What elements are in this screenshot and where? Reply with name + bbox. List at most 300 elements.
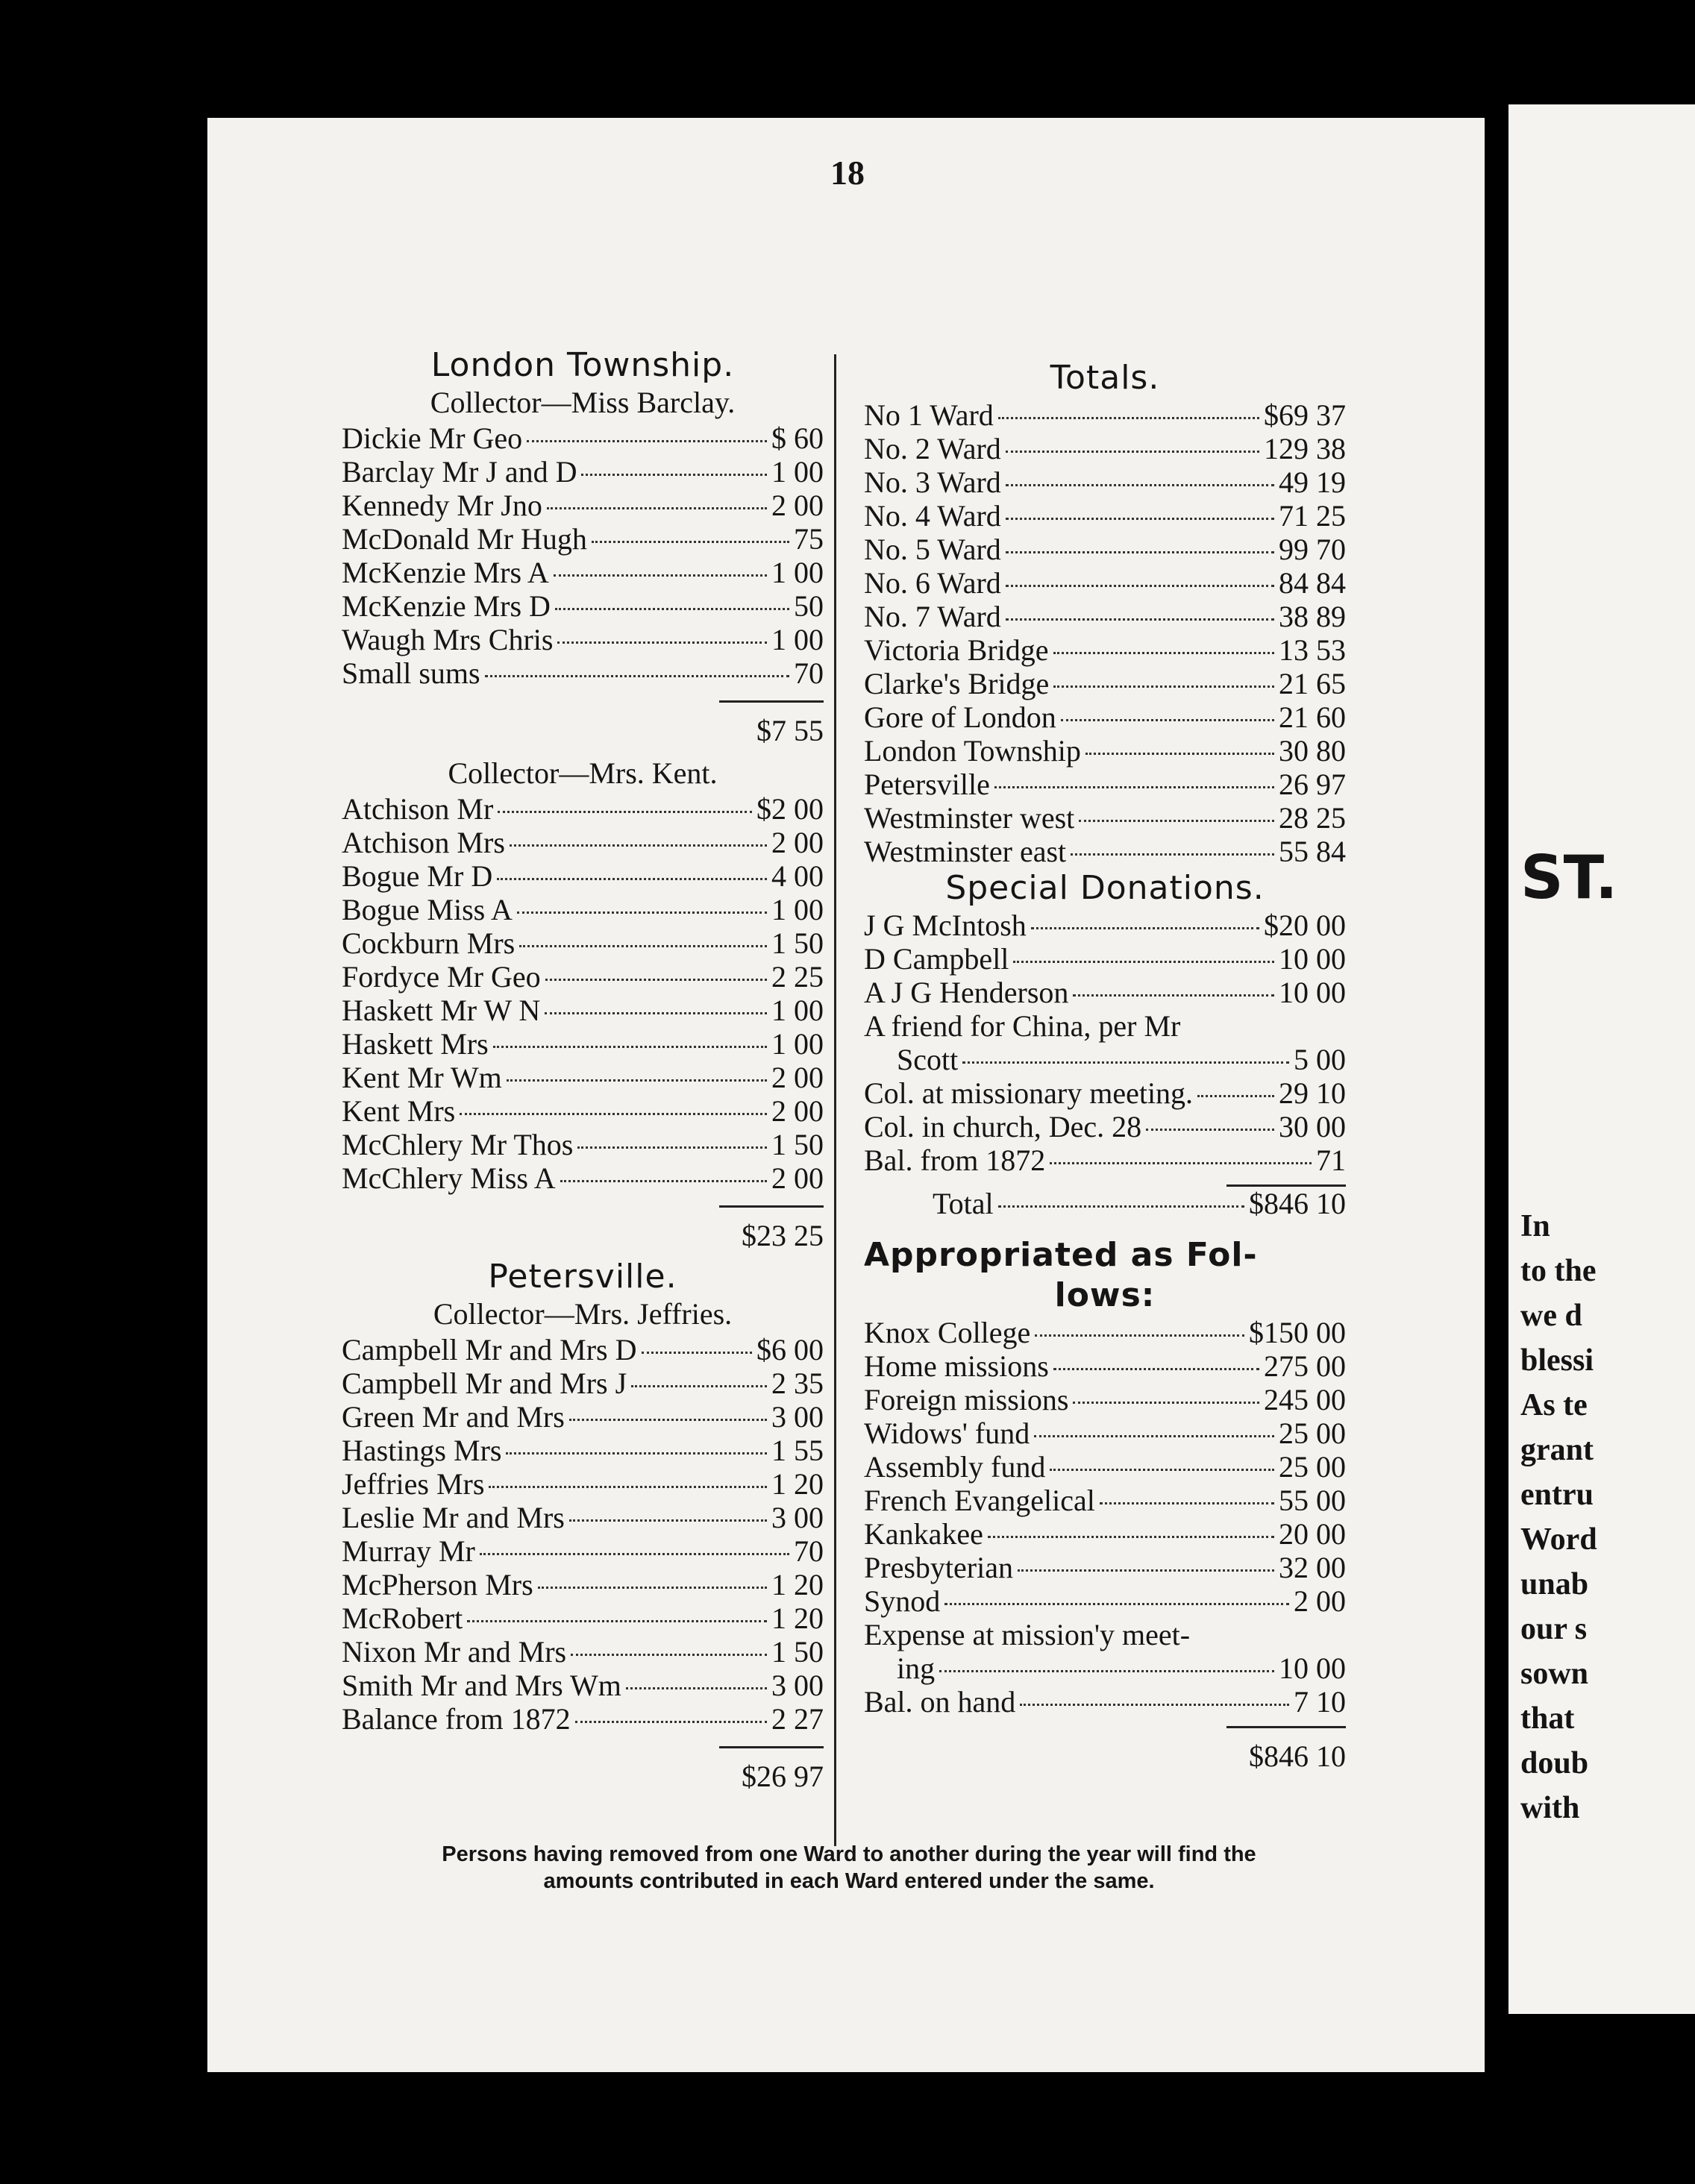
- ledger-row: [342, 1400, 824, 1434]
- book-spine: [1485, 112, 1508, 2081]
- dot-leader: [1073, 994, 1274, 997]
- dot-leader: [497, 878, 767, 880]
- entry-amount: 99 70: [1279, 533, 1346, 566]
- entry-amount: $20 00: [1264, 909, 1346, 942]
- entry-amount: 10 00: [1279, 976, 1346, 1009]
- ledger-row: [864, 1110, 1346, 1143]
- entry-name: Foreign missions: [864, 1383, 1069, 1416]
- dot-leader: [1013, 961, 1274, 963]
- dot-leader: [460, 1113, 767, 1115]
- dot-leader: [944, 1603, 1289, 1605]
- ledger-row-continued: [864, 1651, 1346, 1685]
- grand-total-row: [864, 1187, 1346, 1228]
- dot-leader: [498, 811, 752, 813]
- total-label: Total: [933, 1187, 994, 1220]
- dot-leader: [1006, 451, 1259, 453]
- footnote-line-1: Persons having removed from one Ward to another during the year will find the: [442, 1842, 1256, 1866]
- entry-amount: 29 10: [1279, 1076, 1346, 1110]
- entry-name: Victoria Bridge: [864, 633, 1049, 667]
- right-column: [864, 358, 1346, 1773]
- entry-amount: 1 00: [771, 893, 824, 926]
- dot-leader: [1085, 753, 1274, 755]
- entry-amount: 2 35: [771, 1366, 824, 1400]
- entry-name: Petersville: [864, 768, 990, 801]
- entry-name: Leslie Mr and Mrs: [342, 1501, 565, 1534]
- dot-leader: [493, 1046, 767, 1048]
- ledger-row: [864, 667, 1346, 700]
- entry-name: Green Mr and Mrs: [342, 1400, 565, 1434]
- ledger-row: [342, 1366, 824, 1400]
- entry-amount: 1 00: [771, 623, 824, 656]
- ledger-row: [864, 734, 1346, 768]
- dot-leader: [519, 945, 767, 947]
- dot-leader: [545, 979, 767, 981]
- ledger-row: [342, 1434, 824, 1467]
- entry-amount: 245 00: [1264, 1383, 1346, 1416]
- facing-page-line: unab: [1520, 1567, 1589, 1601]
- dot-leader: [560, 1180, 767, 1182]
- entry-name: London Township: [864, 734, 1081, 768]
- entry-name: Atchison Mr: [342, 792, 494, 826]
- dot-leader: [1053, 1368, 1259, 1370]
- entry-name: Kankakee: [864, 1517, 983, 1551]
- section-title: London Township.: [430, 346, 735, 384]
- ledger-row: [864, 1143, 1346, 1177]
- entry-amount: $150 00: [1249, 1316, 1346, 1349]
- ledger-row: [864, 398, 1346, 432]
- facing-page-line: we d: [1520, 1299, 1582, 1333]
- ledger-row-continued: [864, 1043, 1346, 1076]
- entry-name: McKenzie Mrs A: [342, 556, 549, 589]
- dot-leader: [480, 1553, 789, 1555]
- dot-leader: [485, 675, 789, 677]
- entry-amount: 75: [794, 522, 824, 556]
- facing-page-line: grant: [1520, 1433, 1594, 1467]
- dot-leader: [1061, 719, 1274, 721]
- entry-name: A friend for China, per Mr: [864, 1009, 1181, 1043]
- total-amount: $846 10: [1249, 1739, 1346, 1773]
- ledger-row: [864, 1076, 1346, 1110]
- entry-name: McChlery Miss A: [342, 1161, 556, 1195]
- total-amount: $23 25: [742, 1219, 824, 1252]
- dot-leader: [998, 417, 1259, 419]
- ledger-row: [864, 909, 1346, 942]
- ledger-row: [864, 633, 1346, 667]
- dot-leader: [581, 474, 767, 476]
- entry-amount: 2 00: [771, 489, 824, 522]
- dot-leader: [506, 1452, 767, 1455]
- ledger-row: [342, 1669, 824, 1702]
- ledger-row: [342, 1534, 824, 1568]
- facing-page-line: doub: [1520, 1746, 1589, 1780]
- entry-name: Bogue Miss A: [342, 893, 513, 926]
- entry-name: Synod: [864, 1584, 941, 1618]
- dot-leader: [467, 1620, 767, 1622]
- ledger-row: [864, 1584, 1346, 1618]
- entry-amount: 70: [794, 656, 824, 690]
- entry-amount: 1 00: [771, 1027, 824, 1061]
- entry-amount: 129 38: [1264, 432, 1346, 465]
- entry-amount: 2 00: [771, 1161, 824, 1195]
- entry-name: Haskett Mrs: [342, 1027, 489, 1061]
- dot-leader: [1006, 484, 1274, 486]
- entry-amount: 4 00: [771, 859, 824, 893]
- ledger-row: [342, 1061, 824, 1094]
- dot-leader: [545, 1012, 767, 1014]
- dot-leader: [538, 1587, 767, 1589]
- entry-name: No. 4 Ward: [864, 499, 1001, 533]
- special-donations-title: Special Donations.: [945, 869, 1265, 907]
- entry-amount: 275 00: [1264, 1349, 1346, 1383]
- entry-name: Westminster west: [864, 801, 1075, 835]
- ledger-row: [342, 1333, 824, 1366]
- entry-amount: 2 00: [771, 1061, 824, 1094]
- page-number: 18: [830, 154, 865, 192]
- ledger-row: [864, 1416, 1346, 1450]
- entry-amount: 2 00: [771, 826, 824, 859]
- ledger-row: [864, 1383, 1346, 1416]
- entry-amount: 3 00: [771, 1501, 824, 1534]
- entry-name: Hastings Mrs: [342, 1434, 502, 1467]
- entry-name: Westminster east: [864, 835, 1067, 868]
- section-total: [342, 1748, 824, 1793]
- entry-amount: 20 00: [1279, 1517, 1346, 1551]
- entry-amount: $ 60: [771, 421, 824, 455]
- ledger-row: [864, 432, 1346, 465]
- ledger-row: [864, 1316, 1346, 1349]
- ledger-row: [342, 826, 824, 859]
- entry-amount: 84 84: [1279, 566, 1346, 600]
- entry-amount: 1 00: [771, 556, 824, 589]
- facing-page-line: As te: [1520, 1388, 1588, 1422]
- dot-leader: [577, 1146, 767, 1149]
- entry-name: Waugh Mrs Chris: [342, 623, 554, 656]
- entry-name: French Evangelical: [864, 1484, 1095, 1517]
- entry-name: Dickie Mr Geo: [342, 421, 523, 455]
- entry-amount: 30 80: [1279, 734, 1346, 768]
- entry-name: A J G Henderson: [864, 976, 1069, 1009]
- entry-name: D Campbell: [864, 942, 1009, 976]
- entry-name: Balance from 1872: [342, 1702, 571, 1736]
- ledger-row: [342, 421, 824, 455]
- dot-leader: [489, 1486, 767, 1488]
- footnote: [327, 1841, 1371, 1895]
- entry-amount: 2 00: [1294, 1584, 1346, 1618]
- entry-name: Gore of London: [864, 700, 1056, 734]
- entry-name: Col. at missionary meeting.: [864, 1076, 1194, 1110]
- dot-leader: [1073, 1402, 1259, 1404]
- entry-amount: 3 00: [771, 1400, 824, 1434]
- entry-name: No. 3 Ward: [864, 465, 1001, 499]
- entry-amount: 13 53: [1279, 633, 1346, 667]
- entry-amount: 70: [794, 1534, 824, 1568]
- entry-name: Kennedy Mr Jno: [342, 489, 542, 522]
- dot-leader: [1050, 1469, 1274, 1471]
- entry-amount: 1 00: [771, 455, 824, 489]
- entry-amount: 2 00: [771, 1094, 824, 1128]
- entry-amount: 25 00: [1279, 1450, 1346, 1484]
- ledger-row: [342, 1027, 824, 1061]
- ledger-row: [342, 623, 824, 656]
- entry-name: Scott: [897, 1043, 959, 1076]
- entry-amount: 50: [794, 589, 824, 623]
- ledger-row: [342, 792, 824, 826]
- section-total: [342, 703, 824, 747]
- dot-leader: [1079, 820, 1274, 822]
- entry-amount: 71: [1316, 1143, 1346, 1177]
- ledger-row: [342, 1501, 824, 1534]
- ledger-row: [342, 1467, 824, 1501]
- dot-leader: [1071, 853, 1274, 856]
- entry-name: Kent Mrs: [342, 1094, 456, 1128]
- entry-amount: 21 60: [1279, 700, 1346, 734]
- ledger-row: [864, 700, 1346, 734]
- appropriated-title-cont: lows:: [1054, 1276, 1156, 1314]
- entry-amount: 55 84: [1279, 835, 1346, 868]
- entry-name: No. 6 Ward: [864, 566, 1001, 600]
- collector-line: Collector—Mrs. Kent.: [448, 756, 718, 790]
- facing-page-line: our s: [1520, 1612, 1588, 1646]
- dot-leader: [592, 541, 789, 543]
- entry-name: Campbell Mr and Mrs J: [342, 1366, 627, 1400]
- dot-leader: [1100, 1502, 1274, 1504]
- entry-amount: 1 00: [771, 994, 824, 1027]
- dot-leader: [1018, 1569, 1274, 1572]
- ledger-row: [864, 1618, 1346, 1651]
- dot-leader: [1197, 1095, 1274, 1097]
- entry-name: Knox College: [864, 1316, 1031, 1349]
- facing-page-line: entru: [1520, 1478, 1594, 1512]
- left-column: [342, 345, 824, 1793]
- entry-name: No. 5 Ward: [864, 533, 1001, 566]
- entry-name: Campbell Mr and Mrs D: [342, 1333, 637, 1366]
- dot-leader: [575, 1721, 767, 1723]
- facing-page-line: In: [1520, 1209, 1550, 1243]
- dot-leader: [962, 1061, 1289, 1064]
- entry-amount: 1 50: [771, 1128, 824, 1161]
- dot-leader: [1035, 1334, 1244, 1337]
- dot-leader: [998, 1205, 1244, 1208]
- entry-amount: 1 20: [771, 1568, 824, 1601]
- ledger-row: [342, 960, 824, 994]
- ledger-row: [864, 768, 1346, 801]
- total-amount: $7 55: [756, 714, 824, 747]
- ledger-row: [342, 522, 824, 556]
- facing-page-line: blessi: [1520, 1343, 1594, 1378]
- dot-leader: [569, 1519, 767, 1522]
- entry-amount: 38 89: [1279, 600, 1346, 633]
- total-amount: $26 97: [742, 1760, 824, 1793]
- entry-name: Home missions: [864, 1349, 1049, 1383]
- entry-name: Expense at mission'y meet-: [864, 1618, 1191, 1651]
- entry-amount: 2 27: [771, 1702, 824, 1736]
- ledger-row: [342, 1568, 824, 1601]
- dot-leader: [1031, 927, 1259, 929]
- entry-name: Clarke's Bridge: [864, 667, 1050, 700]
- entry-amount: 26 97: [1279, 768, 1346, 801]
- entry-name: Bal. from 1872: [864, 1143, 1046, 1177]
- entry-amount: 25 00: [1279, 1416, 1346, 1450]
- facing-page-heading: ST.: [1520, 843, 1618, 912]
- entry-amount: 3 00: [771, 1669, 824, 1702]
- ledger-row: [342, 1702, 824, 1736]
- entry-name: Widows' fund: [864, 1416, 1030, 1450]
- ledger-row: [342, 589, 824, 623]
- entry-amount: 28 25: [1279, 801, 1346, 835]
- ledger-row: [864, 566, 1346, 600]
- facing-page-line: that: [1520, 1701, 1575, 1736]
- facing-page-line: Word: [1520, 1522, 1597, 1557]
- ledger-row: [342, 926, 824, 960]
- entry-name: Smith Mr and Mrs Wm: [342, 1669, 621, 1702]
- ledger-row: [342, 893, 824, 926]
- dot-leader: [626, 1687, 767, 1689]
- entry-name: Haskett Mr W N: [342, 994, 541, 1027]
- facing-page-line: with: [1520, 1791, 1580, 1825]
- entry-name: Assembly fund: [864, 1450, 1046, 1484]
- entry-amount: 10 00: [1279, 1651, 1346, 1685]
- dot-leader: [1006, 518, 1274, 520]
- totals-title: Totals.: [1050, 359, 1160, 397]
- entry-name: McDonald Mr Hugh: [342, 522, 587, 556]
- entry-name: Barclay Mr J and D: [342, 455, 577, 489]
- dot-leader: [988, 1536, 1274, 1538]
- ledger-row: [342, 656, 824, 690]
- dot-leader: [547, 507, 767, 509]
- facing-page-line: sown: [1520, 1657, 1589, 1691]
- ledger-row: [342, 859, 824, 893]
- entry-name: ing: [897, 1651, 936, 1685]
- dot-leader: [527, 440, 767, 442]
- entry-amount: 1 55: [771, 1434, 824, 1467]
- entry-name: Murray Mr: [342, 1534, 475, 1568]
- entry-amount: 49 19: [1279, 465, 1346, 499]
- ledger-row: [864, 942, 1346, 976]
- entry-name: McPherson Mrs: [342, 1568, 533, 1601]
- ledger-row: [342, 1128, 824, 1161]
- ledger-row: [864, 1349, 1346, 1383]
- footnote-line-2: amounts contributed in each Ward entered under the same.: [543, 1869, 1155, 1893]
- entry-name: Bal. on hand: [864, 1685, 1016, 1719]
- dot-leader: [939, 1670, 1274, 1672]
- entry-amount: 30 00: [1279, 1110, 1346, 1143]
- entry-name: McKenzie Mrs D: [342, 589, 551, 623]
- entry-name: Nixon Mr and Mrs: [342, 1635, 567, 1669]
- entry-name: Small sums: [342, 656, 480, 690]
- ledger-row: [864, 835, 1346, 868]
- entry-name: J G McIntosh: [864, 909, 1027, 942]
- ledger-row: [864, 976, 1346, 1009]
- entry-amount: 1 20: [771, 1601, 824, 1635]
- entry-name: Bogue Mr D: [342, 859, 493, 893]
- ledger-row: [864, 801, 1346, 835]
- dot-leader: [1006, 585, 1274, 587]
- entry-name: Fordyce Mr Geo: [342, 960, 541, 994]
- ledger-row: [864, 1009, 1346, 1043]
- dot-leader: [1006, 551, 1274, 553]
- ledger-row: [864, 1484, 1346, 1517]
- dot-leader: [510, 844, 767, 847]
- entry-amount: 1 50: [771, 1635, 824, 1669]
- dot-leader: [517, 911, 767, 914]
- ledger-row: [342, 489, 824, 522]
- entry-amount: 2 25: [771, 960, 824, 994]
- dot-leader: [1053, 685, 1274, 688]
- column-divider: [834, 354, 836, 1846]
- dot-leader: [1006, 618, 1274, 621]
- entry-amount: 21 65: [1279, 667, 1346, 700]
- entry-name: No. 2 Ward: [864, 432, 1001, 465]
- entry-name: McRobert: [342, 1601, 463, 1635]
- dot-leader: [631, 1385, 767, 1387]
- ledger-row: [342, 1601, 824, 1635]
- ledger-row: [864, 1685, 1346, 1719]
- entry-name: Atchison Mrs: [342, 826, 505, 859]
- dot-leader: [571, 1654, 767, 1656]
- ledger-row: [864, 499, 1346, 533]
- entry-name: Jeffries Mrs: [342, 1467, 485, 1501]
- ledger-row: [342, 1161, 824, 1195]
- collector-line: Collector—Miss Barclay.: [430, 386, 736, 419]
- dot-leader: [1034, 1435, 1274, 1437]
- ledger-row: [342, 556, 824, 589]
- entry-amount: $6 00: [756, 1333, 824, 1366]
- dot-leader: [507, 1079, 767, 1082]
- entry-name: Kent Mr Wm: [342, 1061, 502, 1094]
- dot-leader: [1050, 1162, 1312, 1164]
- entry-amount: 32 00: [1279, 1551, 1346, 1584]
- entry-name: Col. in church, Dec. 28: [864, 1110, 1142, 1143]
- ledger-row: [342, 1635, 824, 1669]
- dot-leader: [1146, 1129, 1274, 1131]
- entry-amount: 7 10: [1294, 1685, 1346, 1719]
- section-title: Petersville.: [488, 1258, 677, 1296]
- dot-leader: [557, 641, 767, 644]
- ledger-row: [864, 465, 1346, 499]
- entry-amount: $2 00: [756, 792, 824, 826]
- total-amount: $846 10: [1249, 1187, 1346, 1220]
- dot-leader: [555, 608, 789, 610]
- entry-amount: 5 00: [1294, 1043, 1346, 1076]
- entry-amount: 1 50: [771, 926, 824, 960]
- entry-name: No 1 Ward: [864, 398, 994, 432]
- dot-leader: [1020, 1704, 1289, 1706]
- dot-leader: [554, 574, 767, 577]
- ledger-row: [342, 1094, 824, 1128]
- ledger-row: [342, 994, 824, 1027]
- dot-leader: [642, 1352, 752, 1354]
- section-total: [342, 1208, 824, 1252]
- ledger-row: [864, 533, 1346, 566]
- ledger-row: [864, 1517, 1346, 1551]
- dot-leader: [569, 1419, 767, 1421]
- ledger-row: [864, 600, 1346, 633]
- entry-amount: 10 00: [1279, 942, 1346, 976]
- ledger-row: [864, 1551, 1346, 1584]
- entry-amount: 1 20: [771, 1467, 824, 1501]
- appropriated-title: Appropriated as Fol-: [864, 1236, 1258, 1274]
- entry-name: Cockburn Mrs: [342, 926, 516, 960]
- collector-line: Collector—Mrs. Jeffries.: [433, 1297, 733, 1331]
- entry-name: Presbyterian: [864, 1551, 1013, 1584]
- entry-amount: 55 00: [1279, 1484, 1346, 1517]
- ledger-row: [864, 1450, 1346, 1484]
- entry-amount: 71 25: [1279, 499, 1346, 533]
- entry-amount: $69 37: [1264, 398, 1346, 432]
- dot-leader: [1053, 652, 1274, 654]
- entry-name: McChlery Mr Thos: [342, 1128, 574, 1161]
- dot-leader: [994, 786, 1274, 788]
